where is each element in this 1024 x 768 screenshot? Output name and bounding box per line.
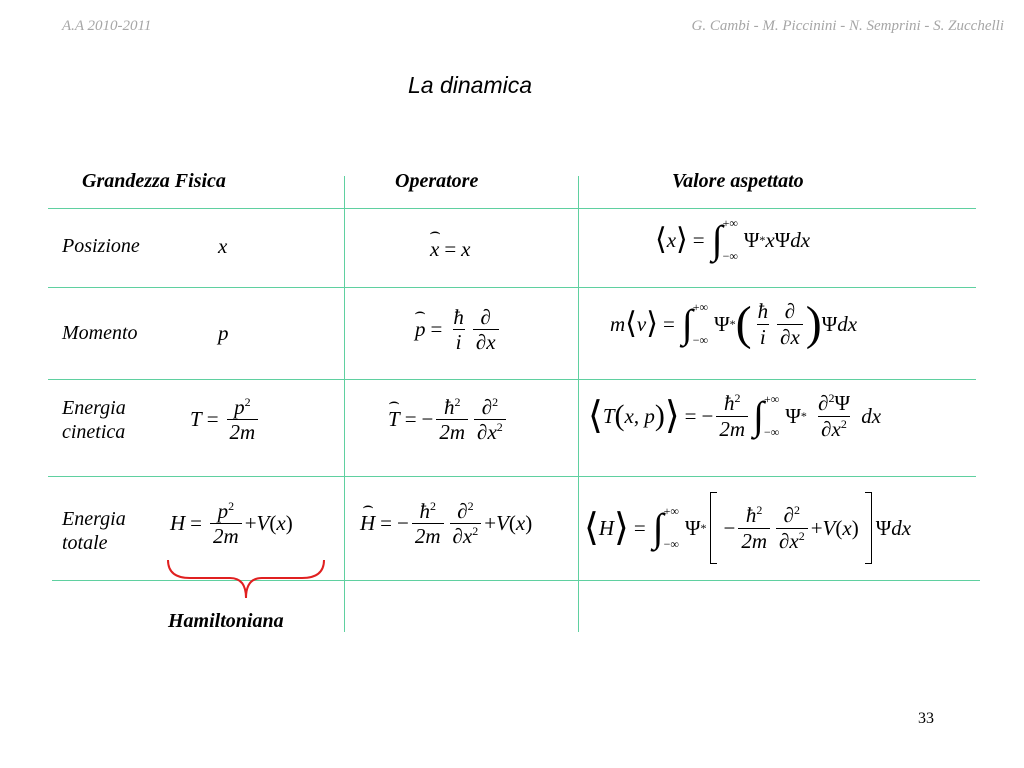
kinetic-energy-expectation: ⟨ T ( x , p ) ⟩ = − $\frac{ħ^2}{2m}$ ∫ +∞ −∞ Ψ * $\frac{\partial^2\Psi}{\partial x^2}$ dx bbox=[588, 391, 882, 441]
col-header-operator: Operatore bbox=[395, 170, 479, 192]
col-header-expectation: Valore aspettato bbox=[672, 170, 804, 192]
momentum-expectation: m ⟨ v ⟩ = ∫ +∞ −∞ Ψ * ( $\frac{ħ}{i}$ $\frac{\partial}{\partial x}$ ) Ψ dx bbox=[610, 297, 858, 350]
table-rule bbox=[48, 476, 976, 477]
column-divider bbox=[344, 176, 345, 632]
column-divider bbox=[578, 176, 579, 632]
course-year: A.A 2010-2011 bbox=[62, 18, 152, 34]
page-number: 33 bbox=[918, 710, 934, 727]
table-rule bbox=[48, 287, 976, 288]
row-label-position: Posizione bbox=[62, 235, 140, 257]
col-header-quantity: Grandezza Fisica bbox=[82, 170, 226, 192]
row-symbol-position: x bbox=[218, 234, 228, 258]
row-label-kinetic: Energia cinetica bbox=[62, 397, 126, 443]
authors: G. Cambi - M. Piccinini - N. Semprini - S. Zucchelli bbox=[691, 18, 1004, 34]
table-rule bbox=[48, 208, 976, 209]
hamiltonian-expectation: ⟨ H ⟩ = ∫ +∞ −∞ Ψ * − $\frac{ħ^2}{2m}$ $\frac{\partial^2}{\partial x^2}$ + V ( x ) Ψ dx bbox=[584, 492, 911, 564]
momentum-operator: ⌢ p = $\frac{ħ}{i}$ $\frac{\partial}{\partial x}$ bbox=[415, 306, 502, 353]
kinetic-energy-classical: T = $\frac{p^2}{2m}$ bbox=[190, 396, 261, 443]
hamiltonian-operator: ⌢ H = − $\frac{ħ^2}{2m}$ $\frac{\partial^2}{\partial x^2}$ + V ( x ) bbox=[360, 500, 532, 547]
curly-brace-icon bbox=[160, 556, 332, 606]
row-symbol-momentum: p bbox=[218, 321, 229, 345]
hamiltonian-classical: H = $\frac{p^2}{2m}$ + V ( x ) bbox=[170, 499, 293, 549]
kinetic-energy-operator: ⌢ T = − $\frac{ħ^2}{2m}$ $\frac{\partial^2}{\partial x^2}$ bbox=[388, 396, 509, 443]
row-label-total: Energia totale bbox=[62, 508, 126, 554]
slide-title: La dinamica bbox=[407, 72, 533, 98]
position-operator: ⌢ x = x bbox=[430, 237, 471, 262]
row-label-momentum: Momento bbox=[62, 322, 138, 344]
hamiltonian-label: Hamiltoniana bbox=[168, 610, 284, 632]
position-expectation: ⟨ x ⟩ = ∫ +∞ −∞ Ψ * x Ψ dx bbox=[655, 216, 811, 263]
table-rule bbox=[48, 379, 976, 380]
